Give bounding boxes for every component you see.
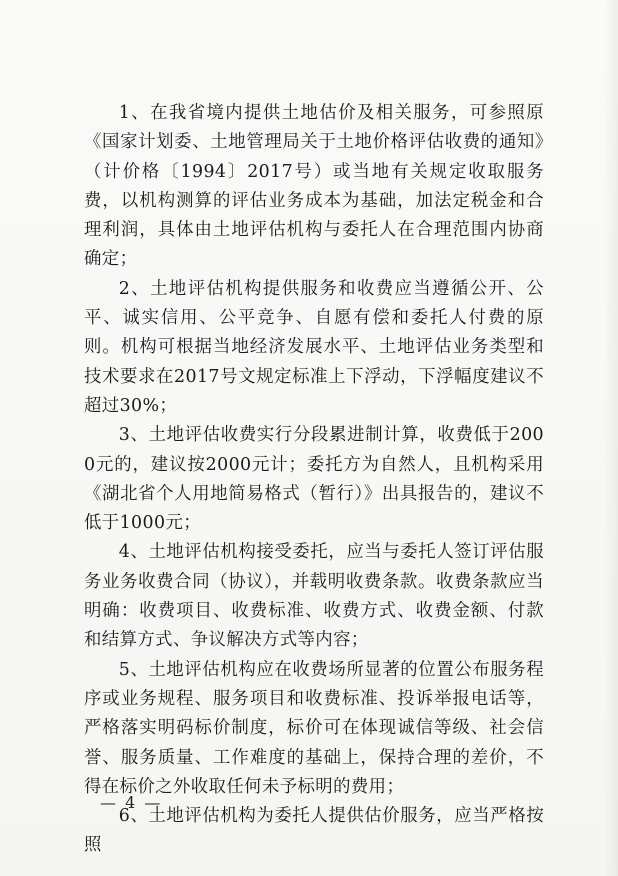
page-number: — 4 — [100,793,163,812]
document-body [84,99,544,861]
paragraph-5: 5、土地评估机构应在收费场所显著的位置公布服务程序或业务规程、服务项目和收费标准、投诉举报电话等，严格落实明码标价制度，标价可在体现诚信等级、社会信誉、服务质量、工作难度的基础上，保持合理的差价，不得在标价之外收取任何未予标明的费用； [84,659,544,797]
paragraph-2: 2、土地评估机构提供服务和收费应当遵循公开、公平、诚实信用、公平竞争、自愿有偿和委托人付费的原则。机构可根据当地经济发展水平、土地评估业务类型和技术要求在2017号文规定标准上下浮动，下浮幅度建议不超过30%； [84,278,544,416]
paragraph-3: 3、土地评估收费实行分段累进制计算，收费低于2000元的，建议按2000元计；委托方为自然人，且机构采用《湖北省个人用地简易格式（暂行）》出具报告的，建议不低于1000元； [84,425,544,534]
paragraph-1: 1、在我省境内提供土地估价及相关服务，可参照原《国家计划委、土地管理局关于土地价格评估收费的通知》（计价格〔1994〕2017号）或当地有关规定收取服务费，以机构测算的评估业务成本为基础，加法定税金和合理利润，具体由土地评估机构与委托人在合理范围内协商确定； [84,103,544,270]
paragraph-6: 6、土地评估机构为委托人提供估价服务，应当严格按照 [84,806,544,856]
paragraph-4: 4、土地评估机构接受委托，应当与委托人签订评估服务业务收费合同（协议），并载明收费条款。收费条款应当明确：收费项目、收费标准、收费方式、收费金额、付款和结算方式、争议解决方式等内容； [84,542,544,651]
